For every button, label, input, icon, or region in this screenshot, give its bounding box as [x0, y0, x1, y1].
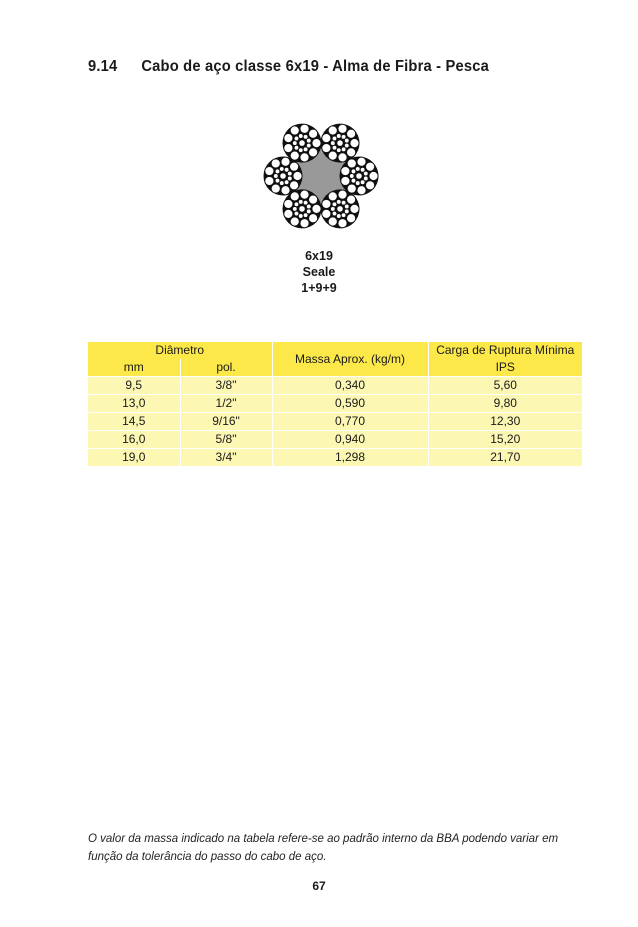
outer-wire	[366, 181, 375, 190]
inner-wire	[274, 174, 279, 179]
inner-wire	[344, 143, 349, 148]
inner-wire	[344, 138, 349, 143]
inner-wire	[344, 204, 349, 209]
outer-wire	[271, 159, 280, 168]
inner-wire	[341, 135, 346, 140]
cell-ips: 5,60	[428, 377, 582, 395]
inner-wire	[336, 214, 341, 219]
outer-wire	[338, 219, 347, 228]
header-massa: Massa Aprox. (kg/m)	[272, 342, 428, 377]
inner-wire	[293, 141, 298, 146]
outer-wire	[328, 192, 337, 201]
inner-wire	[284, 180, 289, 185]
outer-wire	[284, 199, 293, 208]
inner-wire	[355, 181, 360, 186]
inner-wire	[306, 138, 311, 143]
cell-pol: 5/8"	[180, 431, 272, 449]
outer-wire	[350, 204, 359, 213]
outer-wire	[341, 176, 350, 185]
center-wire	[337, 140, 343, 146]
outer-wire	[328, 126, 337, 135]
outer-wire	[284, 134, 293, 143]
inner-wire	[298, 200, 303, 205]
inner-wire	[363, 171, 368, 176]
strand	[264, 157, 303, 196]
inner-wire	[298, 134, 303, 139]
rope-type-label: 6x19	[305, 249, 333, 263]
inner-wire	[279, 167, 284, 172]
outer-wire	[284, 209, 293, 218]
cell-pol: 3/8"	[180, 377, 272, 395]
outer-wire	[322, 143, 331, 152]
outer-wire	[290, 126, 299, 135]
table-row	[88, 431, 582, 449]
inner-wire	[332, 136, 337, 141]
outer-wire	[281, 157, 290, 166]
outer-wire	[341, 166, 350, 175]
inner-wire	[306, 204, 311, 209]
outer-wire	[347, 148, 356, 157]
cell-massa: 0,940	[272, 431, 428, 449]
subheader-pol: pol.	[180, 359, 272, 377]
outer-wire	[322, 199, 331, 208]
inner-wire	[355, 167, 360, 172]
center-wire	[337, 206, 343, 212]
inner-wire	[363, 176, 368, 181]
rope-composition-label: 1+9+9	[301, 281, 337, 295]
center-wire	[280, 173, 286, 179]
outer-wire	[290, 162, 299, 171]
outer-wire	[338, 124, 347, 133]
inner-wire	[351, 169, 356, 174]
outer-wire	[350, 138, 359, 147]
inner-wire	[351, 178, 356, 183]
outer-wire	[300, 219, 309, 228]
outer-wire	[328, 217, 337, 226]
cell-mm: 16,0	[88, 431, 180, 449]
outer-wire	[271, 184, 280, 193]
outer-wire	[290, 217, 299, 226]
outer-wire	[347, 195, 356, 204]
header-diametro: Diâmetro	[88, 342, 272, 359]
specification-table	[88, 342, 582, 466]
outer-wire	[265, 176, 274, 185]
inner-wire	[341, 213, 346, 218]
inner-wire	[332, 145, 337, 150]
inner-wire	[298, 148, 303, 153]
inner-wire	[287, 176, 292, 181]
cell-pol: 1/2"	[180, 395, 272, 413]
inner-wire	[306, 143, 311, 148]
cell-pol: 3/4"	[180, 449, 272, 467]
inner-wire	[306, 209, 311, 214]
inner-wire	[360, 180, 365, 185]
inner-wire	[331, 141, 336, 146]
outer-wire	[300, 153, 309, 162]
strand	[340, 157, 379, 196]
cell-mm: 19,0	[88, 449, 180, 467]
outer-wire	[309, 148, 318, 157]
strand	[321, 124, 360, 163]
outer-wire	[328, 151, 337, 160]
cell-pol: 9/16"	[180, 413, 272, 431]
outer-wire	[322, 134, 331, 143]
section-title: Cabo de aço classe 6x19 - Alma de Fibra - Pesca	[141, 58, 490, 75]
inner-wire	[294, 211, 299, 216]
subheader-ips: IPS	[428, 359, 582, 377]
outer-wire	[284, 143, 293, 152]
outer-wire	[290, 181, 299, 190]
center-wire	[356, 173, 362, 179]
inner-wire	[332, 211, 337, 216]
outer-wire	[300, 190, 309, 199]
outer-wire	[312, 138, 321, 147]
inner-wire	[344, 209, 349, 214]
cell-massa: 0,590	[272, 395, 428, 413]
outer-wire	[290, 151, 299, 160]
outer-wire	[300, 124, 309, 133]
table-row	[88, 395, 582, 413]
inner-wire	[341, 147, 346, 152]
inner-wire	[279, 181, 284, 186]
inner-wire	[336, 200, 341, 205]
page-number: 67	[312, 879, 326, 893]
inner-wire	[284, 167, 289, 172]
inner-wire	[341, 200, 346, 205]
section-heading	[88, 58, 489, 76]
inner-wire	[336, 134, 341, 139]
inner-wire	[275, 178, 280, 183]
inner-wire	[293, 207, 298, 212]
table-row	[88, 449, 582, 467]
outer-wire	[357, 186, 366, 195]
inner-wire	[303, 200, 308, 205]
inner-wire	[303, 147, 308, 152]
outer-wire	[347, 159, 356, 168]
footnote: O valor da massa indicado na tabela refere-se ao padrão interno da BBA podendo variar em função da tolerância do passo do cabo de aço.	[88, 833, 559, 863]
subheader-mm: mm	[88, 359, 180, 377]
outer-wire	[347, 129, 356, 138]
inner-wire	[331, 207, 336, 212]
rope-cross-section-diagram	[256, 117, 386, 235]
outer-wire	[357, 157, 366, 166]
cell-mm: 9,5	[88, 377, 180, 395]
outer-wire	[309, 195, 318, 204]
cell-ips: 12,30	[428, 413, 582, 431]
outer-wire	[369, 171, 378, 180]
center-wire	[299, 140, 305, 146]
inner-wire	[332, 202, 337, 207]
strand	[283, 189, 322, 228]
section-number: 9.14	[88, 58, 118, 75]
cell-ips: 21,70	[428, 449, 582, 467]
table-header-row	[88, 342, 582, 359]
outer-wire	[338, 190, 347, 199]
inner-wire	[294, 136, 299, 141]
inner-wire	[294, 145, 299, 150]
cell-massa: 0,770	[272, 413, 428, 431]
cell-massa: 0,340	[272, 377, 428, 395]
inner-wire	[303, 213, 308, 218]
table-row	[88, 413, 582, 431]
inner-wire	[303, 135, 308, 140]
inner-wire	[360, 167, 365, 172]
outer-wire	[309, 129, 318, 138]
cell-mm: 14,5	[88, 413, 180, 431]
outer-wire	[281, 186, 290, 195]
cell-mm: 13,0	[88, 395, 180, 413]
rope-construction-label: Seale	[302, 265, 336, 279]
outer-wire	[366, 162, 375, 171]
inner-wire	[298, 214, 303, 219]
outer-wire	[347, 214, 356, 223]
outer-wire	[322, 209, 331, 218]
cell-massa: 1,298	[272, 449, 428, 467]
strand	[321, 189, 360, 228]
inner-wire	[350, 174, 355, 179]
outer-wire	[293, 171, 302, 180]
outer-wire	[338, 153, 347, 162]
inner-wire	[336, 148, 341, 153]
outer-wire	[265, 166, 274, 175]
inner-wire	[287, 171, 292, 176]
inner-wire	[294, 202, 299, 207]
center-wire	[299, 206, 305, 212]
cell-ips: 9,80	[428, 395, 582, 413]
outer-wire	[309, 214, 318, 223]
inner-wire	[275, 169, 280, 174]
strand	[283, 124, 322, 163]
outer-wire	[312, 204, 321, 213]
cell-ips: 15,20	[428, 431, 582, 449]
header-carga: Carga de Ruptura Mínima	[428, 342, 582, 359]
table-row	[88, 377, 582, 395]
